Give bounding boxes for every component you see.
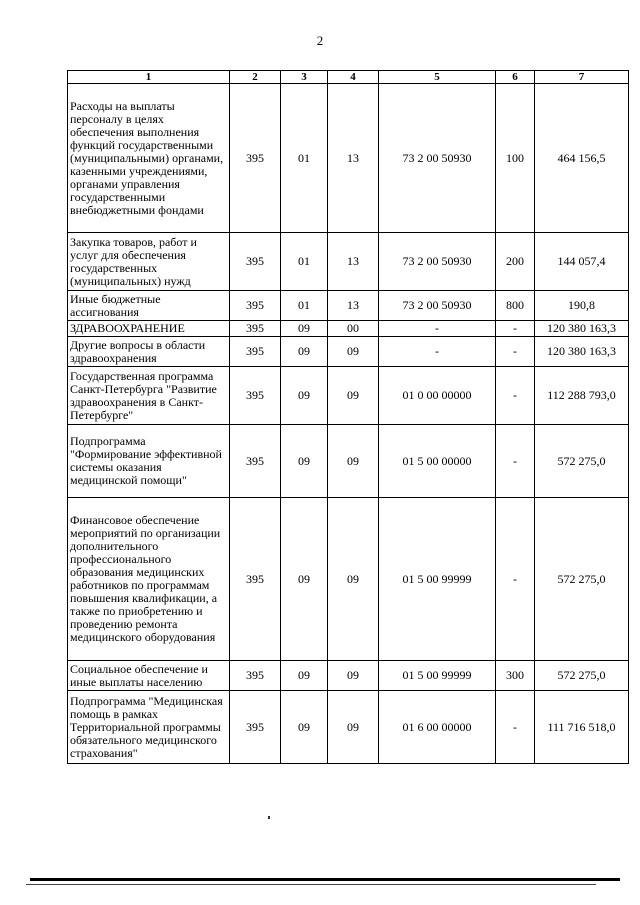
- cell-c6: -: [496, 691, 535, 764]
- cell-c3: 09: [281, 367, 328, 425]
- header-col-2: 2: [230, 71, 281, 84]
- cell-c4: 09: [328, 661, 379, 691]
- cell-c6: -: [496, 425, 535, 498]
- budget-table: [67, 70, 629, 764]
- row-name: Финансовое обеспечение мероприятий по организации дополнительного профессионального образования медицинских работников по программам повышения квалификации, а также по приобретению и проведению ремонта медицинского оборудования: [68, 498, 230, 661]
- cell-c5: 73 2 00 50930: [379, 84, 496, 233]
- scan-edge-line: [30, 878, 620, 881]
- cell-c4: 09: [328, 425, 379, 498]
- cell-c5: 01 6 00 00000: [379, 691, 496, 764]
- cell-c2: 395: [230, 661, 281, 691]
- cell-c5: 73 2 00 50930: [379, 233, 496, 291]
- table-row: [68, 233, 629, 291]
- cell-c3: 01: [281, 291, 328, 321]
- cell-c3: 09: [281, 691, 328, 764]
- cell-c7: 111 716 518,0: [535, 691, 629, 764]
- cell-c6: -: [496, 367, 535, 425]
- row-name: Закупка товаров, работ и услуг для обеспечения государственных (муниципальных) нужд: [68, 233, 230, 291]
- header-col-3: 3: [281, 71, 328, 84]
- table-row: [68, 691, 629, 764]
- cell-c2: 395: [230, 233, 281, 291]
- cell-c7: 572 275,0: [535, 498, 629, 661]
- row-name: Государственная программа Санкт-Петербурга "Развитие здравоохранения в Санкт-Петербурге": [68, 367, 230, 425]
- cell-c2: 395: [230, 425, 281, 498]
- row-name: Другие вопросы в области здравоохранения: [68, 337, 230, 367]
- scan-edge-line-thin: [26, 884, 596, 885]
- cell-c3: 09: [281, 498, 328, 661]
- cell-c7: 190,8: [535, 291, 629, 321]
- cell-c6: 800: [496, 291, 535, 321]
- cell-c2: 395: [230, 291, 281, 321]
- row-name: Расходы на выплаты персоналу в целях обеспечения выполнения функций государственными (муниципальными) органами, казенными учреждениями, органами управления государственными внебюджетными фондами: [68, 84, 230, 233]
- cell-c2: 395: [230, 84, 281, 233]
- scan-speck: [268, 816, 270, 819]
- header-col-1: 1: [68, 71, 230, 84]
- table-row: [68, 84, 629, 233]
- cell-c4: 09: [328, 498, 379, 661]
- cell-c7: 464 156,5: [535, 84, 629, 233]
- cell-c4: 13: [328, 84, 379, 233]
- cell-c4: 09: [328, 367, 379, 425]
- cell-c6: 100: [496, 84, 535, 233]
- cell-c5: 01 5 00 99999: [379, 661, 496, 691]
- cell-c7: 144 057,4: [535, 233, 629, 291]
- cell-c5: -: [379, 321, 496, 337]
- table-row: [68, 367, 629, 425]
- table-row: [68, 337, 629, 367]
- table-row: [68, 321, 629, 337]
- table-row: [68, 498, 629, 661]
- cell-c3: 09: [281, 425, 328, 498]
- cell-c6: -: [496, 337, 535, 367]
- row-name: Подпрограмма "Формирование эффективной системы оказания медицинской помощи": [68, 425, 230, 498]
- header-col-5: 5: [379, 71, 496, 84]
- cell-c3: 09: [281, 337, 328, 367]
- table-row: [68, 425, 629, 498]
- header-col-4: 4: [328, 71, 379, 84]
- header-col-7: 7: [535, 71, 629, 84]
- header-col-6: 6: [496, 71, 535, 84]
- cell-c4: 13: [328, 291, 379, 321]
- cell-c5: 73 2 00 50930: [379, 291, 496, 321]
- cell-c7: 572 275,0: [535, 661, 629, 691]
- cell-c5: 01 0 00 00000: [379, 367, 496, 425]
- cell-c4: 09: [328, 337, 379, 367]
- cell-c2: 395: [230, 691, 281, 764]
- row-name: Подпрограмма "Медицинская помощь в рамках Территориальной программы обязательного медицинского страхования": [68, 691, 230, 764]
- cell-c3: 01: [281, 84, 328, 233]
- cell-c7: 572 275,0: [535, 425, 629, 498]
- cell-c6: 200: [496, 233, 535, 291]
- cell-c6: -: [496, 321, 535, 337]
- cell-c4: 00: [328, 321, 379, 337]
- table-row: [68, 291, 629, 321]
- cell-c4: 09: [328, 691, 379, 764]
- cell-c6: -: [496, 498, 535, 661]
- cell-c7: 120 380 163,3: [535, 321, 629, 337]
- cell-c4: 13: [328, 233, 379, 291]
- cell-c2: 395: [230, 498, 281, 661]
- row-name: Иные бюджетные ассигнования: [68, 291, 230, 321]
- cell-c3: 01: [281, 233, 328, 291]
- page-number: 2: [316, 33, 324, 48]
- header-row: [68, 71, 629, 84]
- cell-c2: 395: [230, 321, 281, 337]
- cell-c6: 300: [496, 661, 535, 691]
- cell-c7: 112 288 793,0: [535, 367, 629, 425]
- cell-c5: -: [379, 337, 496, 367]
- table-row: [68, 661, 629, 691]
- cell-c5: 01 5 00 00000: [379, 425, 496, 498]
- row-name: Социальное обеспечение и иные выплаты населению: [68, 661, 230, 691]
- cell-c7: 120 380 163,3: [535, 337, 629, 367]
- cell-c5: 01 5 00 99999: [379, 498, 496, 661]
- cell-c2: 395: [230, 337, 281, 367]
- cell-c3: 09: [281, 321, 328, 337]
- row-name: ЗДРАВООХРАНЕНИЕ: [68, 321, 230, 337]
- cell-c3: 09: [281, 661, 328, 691]
- cell-c2: 395: [230, 367, 281, 425]
